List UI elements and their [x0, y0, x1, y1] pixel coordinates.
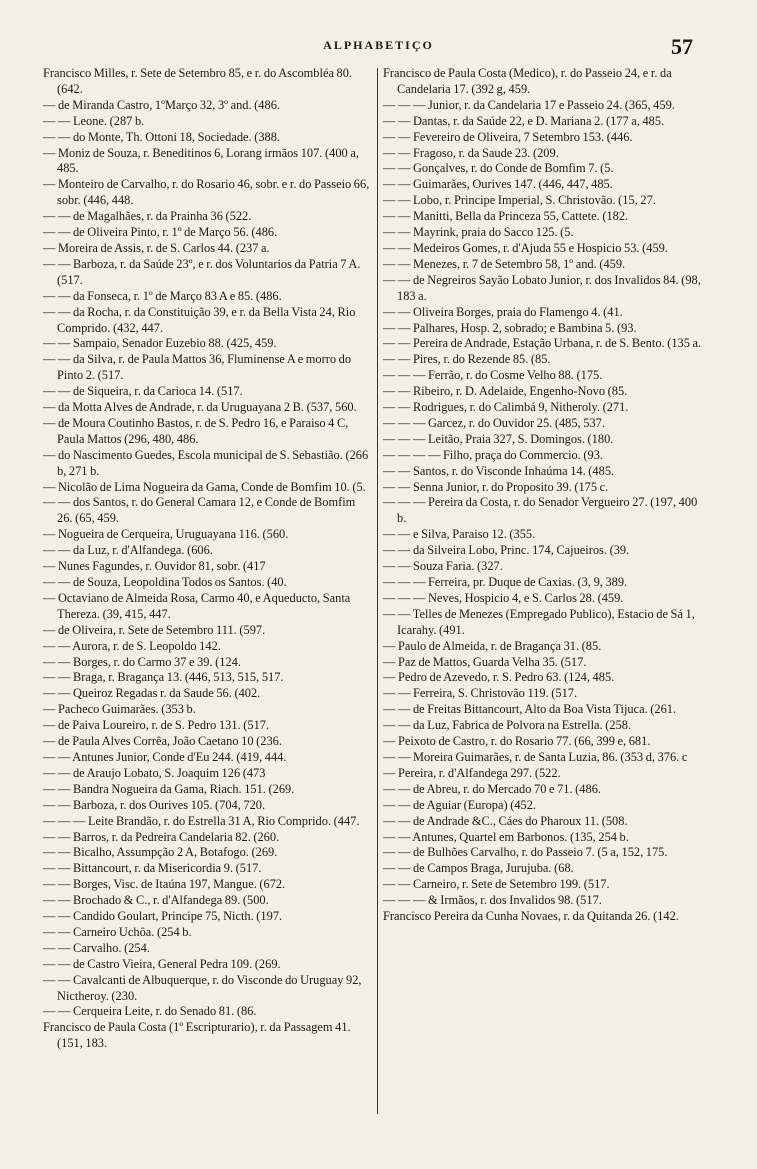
directory-entry: — — da Fonseca, r. 1º de Março 83 A e 85. (486.: [43, 288, 282, 303]
directory-entry: — — Bandra Nogueira da Gama, Riach. 151. (269.: [43, 781, 295, 796]
directory-entry: — Moreira de Assis, r. de S. Carlos 44. (237 a.: [43, 240, 270, 255]
directory-entry: — — Palhares, Hosp. 2, sobrado; e Bambina 5. (93.: [383, 320, 637, 335]
directory-entry: — — Rodrigues, r. do Calimbá 9, Nitheroly. (271.: [383, 400, 629, 415]
directory-entry: — — Telles de Menezes (Empregado Publico), Estacio de Sá 1, Icarahy. (491.: [383, 606, 695, 637]
directory-entry: — — Carneiro, r. Sete de Setembro 199. (517.: [383, 877, 610, 892]
directory-entry: — — da Luz, r. d'Alfandega. (606.: [43, 543, 213, 558]
directory-entry: — — Sampaio, Senador Euzebio 88. (425, 459.: [43, 336, 277, 351]
directory-entry: — — — Leite Brandão, r. do Estrella 31 A, Rio Comprido. (447.: [43, 813, 360, 828]
directory-entry: — — Borges, Visc. de Itaúna 197, Mangue. (672.: [43, 877, 286, 892]
directory-entry: — — Braga, r. Bragança 13. (446, 513, 515, 517.: [43, 670, 284, 685]
directory-entry: — — da Silveira Lobo, Princ. 174, Cajueiros. (39.: [383, 543, 630, 558]
directory-entry: — — Moreira Guimarães, r. de Santa Luzia, 86. (353 d, 376. c: [383, 749, 688, 764]
directory-entry: — de Oliveira, r. Sete de Setembro 111. (597.: [43, 622, 266, 637]
directory-entry: — — Manitti, Bella da Princeza 55, Cattete. (182.: [383, 209, 629, 224]
directory-entry: — — de Bulhões Carvalho, r. do Passeio 7. (5 a, 152, 175.: [383, 845, 668, 860]
directory-entry: — — Antunes, Quartel em Barbonos. (135, 254 b.: [383, 829, 629, 844]
directory-entry: — — da Luz, Fabrica de Polvora na Estrella. (258.: [383, 718, 632, 733]
directory-entry: — — Menezes, r. 7 de Setembro 58, 1º and. (459.: [383, 256, 626, 271]
directory-entry: — — Brochado & C., r. d'Alfandega 89. (500.: [43, 893, 269, 908]
directory-entry: — — Ferreira, S. Christovão 119. (517.: [383, 686, 578, 701]
directory-entry: — — — Junior, r. da Candelaria 17 e Passeio 24. (365, 459.: [383, 97, 675, 112]
directory-entry: — de Paiva Loureiro, r. de S. Pedro 131. (517.: [43, 718, 270, 733]
directory-entry: — de Miranda Castro, 1ºMarço 32, 3º and. (486.: [43, 97, 280, 112]
directory-entry: — — Fragoso, r. da Saude 23. (209.: [383, 145, 559, 160]
directory-entry: — Octaviano de Almeida Rosa, Carmo 40, e Aqueducto, Santa Thereza. (39, 415, 447.: [43, 590, 351, 621]
directory-entry: — Pereira, r. d'Alfandega 297. (522.: [383, 765, 561, 780]
directory-entry: — — Medeiros Gomes, r. d'Ajuda 55 e Hospicio 53. (459.: [383, 240, 668, 255]
directory-entry: — Paz de Mattos, Guarda Velha 35. (517.: [383, 654, 587, 669]
directory-entry: — Paulo de Almeida, r. de Bragança 31. (85.: [383, 638, 602, 653]
directory-entry: — — Antunes Junior, Conde d'Eu 244. (419, 444.: [43, 749, 287, 764]
directory-entry: — — Oliveira Borges, praia do Flamengo 4. (41.: [383, 304, 623, 319]
directory-entry: — — Souza Faria. (327.: [383, 559, 503, 574]
directory-entry: — — de Oliveira Pinto, r. 1º de Março 56. (486.: [43, 225, 278, 240]
directory-entry: — — Barboza, r. da Saúde 23º, e r. dos Voluntarios da Patria 7 A. (517.: [43, 256, 361, 287]
directory-entry: — — Barboza, r. dos Ourives 105. (704, 720.: [43, 797, 266, 812]
directory-entry: — — Carneiro Uchôa. (254 b.: [43, 924, 192, 939]
directory-entry: — — de Aguiar (Europa) (452.: [383, 797, 537, 812]
directory-entry: — — Gonçalves, r. do Conde de Bomfim 7. (5.: [383, 161, 614, 176]
directory-entry: — — Candido Goulart, Principe 75, Nicth. (197.: [43, 909, 283, 924]
directory-entry: — — da Rocha, r. da Constituição 39, e r. da Bella Vista 24, Rio Comprido. (432, 447.: [43, 304, 356, 335]
column-divider: [377, 68, 378, 1114]
directory-entry: — — — — Filho, praça do Commercio. (93.: [383, 447, 604, 462]
directory-entry: — Nunes Fagundes, r. Ouvidor 81, sobr. (417: [43, 559, 266, 574]
directory-entry: — — de Abreu, r. do Mercado 70 e 71. (486.: [383, 781, 601, 796]
directory-entry: Francisco de Paula Costa (1º Escripturario), r. da Passagem 41. (151, 183.: [43, 1020, 351, 1051]
directory-entry: — — Cavalcanti de Albuquerque, r. do Visconde do Uruguay 92, Nictheroy. (230.: [43, 972, 362, 1003]
page-number: 57: [671, 34, 693, 59]
directory-entry: — — Guimarães, Ourives 147. (446, 447, 485.: [383, 177, 613, 192]
directory-entry: — de Moura Coutinho Bastos, r. de S. Pedro 16, e Paraiso 4 C, Paula Mattos (296, 480, 486.: [43, 415, 349, 446]
directory-entry: — — da Silva, r. de Paula Mattos 36, Fluminense A e morro do Pinto 2. (517.: [43, 352, 352, 383]
directory-entry: — — Fevereiro de Oliveira, 7 Setembro 153. (446.: [383, 129, 633, 144]
directory-entry: — — Carvalho. (254.: [43, 940, 150, 955]
directory-entry: — — Ribeiro, r. D. Adelaide, Engenho-Novo (85.: [383, 384, 628, 399]
directory-entry: — — Pires, r. do Rezende 85. (85.: [383, 352, 551, 367]
directory-entry: Francisco Milles, r. Sete de Setembro 85, e r. do Ascombléa 80. (642.: [43, 66, 353, 96]
directory-entry: — — Mayrink, praia do Sacco 125. (5.: [383, 225, 574, 240]
directory-entry: — — Queiroz Regadas r. da Saude 56. (402.: [43, 686, 261, 701]
directory-entry: — — — Pereira da Costa, r. do Senador Vergueiro 27. (197, 400 b.: [383, 495, 698, 526]
directory-entry: — — — Leitão, Praia 327, S. Domingos. (180.: [383, 431, 614, 446]
directory-entry: — Nogueira de Cerqueira, Uruguayana 116. (560.: [43, 527, 289, 542]
directory-entry: — — Aurora, r. de S. Leopoldo 142.: [43, 638, 221, 653]
directory-entry: — — Bittancourt, r. da Misericordia 9. (517.: [43, 861, 262, 876]
directory-entry: — do Nascimento Guedes, Escola municipal de S. Sebastião. (266 b, 271 b.: [43, 447, 369, 478]
directory-entry: — — de Negreiros Sayão Lobato Junior, r. dos Invalidos 84. (98, 183 a.: [383, 272, 701, 303]
directory-entry: — Pacheco Guimarães. (353 b.: [43, 702, 196, 717]
directory-entry: — — Senna Junior, r. do Proposito 39. (175 c.: [383, 479, 609, 494]
directory-entry: — — — Neves, Hospicio 4, e S. Carlos 28. (459.: [383, 590, 624, 605]
directory-entry: — — Santos, r. do Visconde Inhaúma 14. (485.: [383, 463, 615, 478]
directory-entry: — — de Souza, Leopoldina Todos os Santos. (40.: [43, 575, 287, 589]
directory-entry: — — dos Santos, r. do General Camara 12, e Conde de Bomfim 26. (65, 459.: [43, 495, 356, 526]
right-column: [383, 66, 709, 925]
running-title: ALPHABETIÇO: [323, 38, 434, 52]
directory-entry: — — Lobo, r. Principe Imperial, S. Christovão. (15, 27.: [383, 193, 656, 208]
directory-entry: — — de Andrade &C., Cáes do Pharoux 11. (508.: [383, 813, 628, 828]
directory-entry: — da Motta Alves de Andrade, r. da Uruguayana 2 B. (537, 560.: [43, 400, 357, 415]
directory-entry: — Monteiro de Carvalho, r. do Rosario 46, sobr. e r. do Passeio 66, sobr. (446, 448.: [43, 177, 370, 208]
directory-entry: Francisco de Paula Costa (Medico), r. do Passeio 24, e r. da Candelaria 17. (392 g, 459.: [383, 66, 672, 96]
directory-entry: — — — Ferrão, r. do Cosme Velho 88. (175.: [383, 368, 603, 383]
directory-entry: — Pedro de Azevedo, r. S. Pedro 63. (124, 485.: [383, 670, 615, 685]
directory-entry: Francisco Pereira da Cunha Novaes, r. da Quitanda 26. (142.: [383, 909, 679, 924]
directory-entry: — — de Freitas Bittancourt, Alto da Boa Vista Tijuca. (261.: [383, 702, 677, 717]
directory-entry: — — — Garcez, r. do Ouvidor 25. (485, 537.: [383, 415, 605, 430]
directory-entry: — — de Magalhães, r. da Prainha 36 (522.: [43, 209, 252, 224]
directory-entry: — — e Silva, Paraiso 12. (355.: [383, 527, 536, 542]
directory-entry: — — Borges, r. do Carmo 37 e 39. (124.: [43, 654, 241, 669]
directory-entry: — — — Ferreira, pr. Duque de Caxias. (3, 9, 389.: [383, 575, 628, 589]
directory-entry: — — Bicalho, Assumpção 2 A, Botafogo. (269.: [43, 845, 278, 860]
directory-entry: — Moniz de Souza, r. Beneditinos 6, Lorang irmãos 107. (400 a, 485.: [43, 145, 359, 176]
directory-entry: — de Paula Alves Corrêa, João Caetano 10 (236.: [43, 734, 282, 749]
left-column: [43, 66, 373, 1052]
directory-entry: — — do Monte, Th. Ottoni 18, Sociedade. (388.: [43, 129, 281, 144]
directory-entry: — — de Campos Braga, Jurujuba. (68.: [383, 861, 574, 876]
directory-entry: — — de Castro Vieira, General Pedra 109. (269.: [43, 956, 281, 971]
directory-entry: — — de Siqueira, r. da Carioca 14. (517.: [43, 384, 243, 399]
page-header: [0, 34, 757, 60]
directory-entry: — — de Araujo Lobato, S. Joaquim 126 (473: [43, 765, 266, 780]
directory-entry: — — Leone. (287 b.: [43, 113, 145, 128]
directory-entry: — — Cerqueira Leite, r. do Senado 81. (86.: [43, 1004, 257, 1019]
directory-entry: — Nicolão de Lima Nogueira da Gama, Conde de Bomfim 10. (5.: [43, 479, 366, 494]
directory-entry: — — Barros, r. da Pedreira Candelaria 82. (260.: [43, 829, 280, 844]
directory-entry: — — Dantas, r. da Saúde 22, e D. Mariana 2. (177 a, 485.: [383, 113, 665, 128]
directory-entry: — — — & Irmãos, r. dos Invalidos 98. (517.: [383, 893, 602, 908]
directory-entry: — Peixoto de Castro, r. do Rosario 77. (66, 399 e, 681.: [383, 734, 651, 749]
directory-entry: — — Pereira de Andrade, Estação Urbana, r. de S. Bento. (135 a.: [383, 336, 702, 351]
